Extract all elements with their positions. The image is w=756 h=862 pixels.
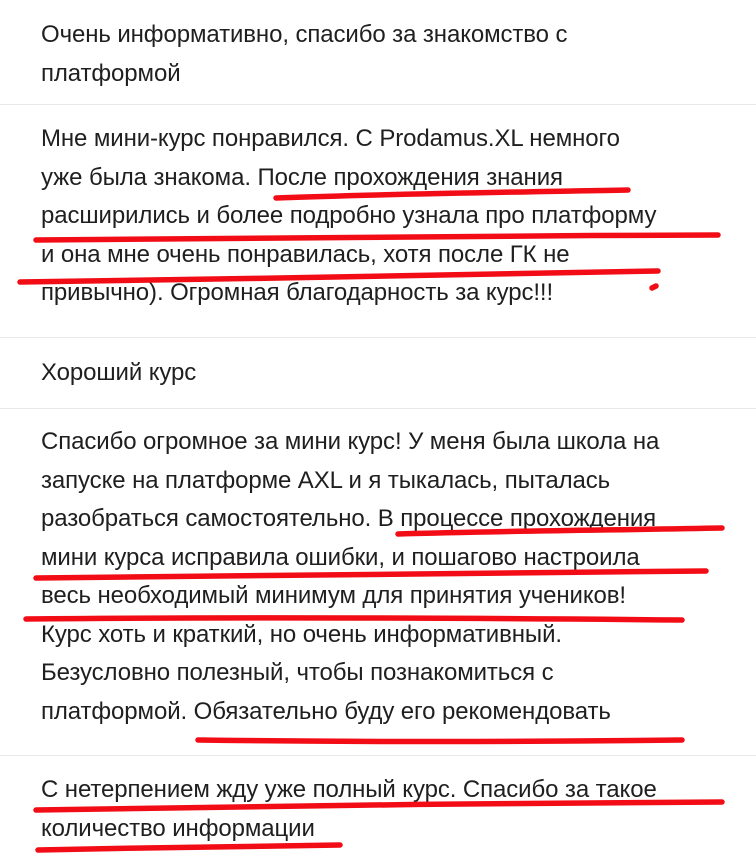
review-text: Мне мини-курс понравился. С Prodamus.XL немного уже была знакома. После прохождения знания расширились и более подробно узнала про платформу и она мне очень понравилась, хотя после ГК не привычно). Огромная благодарность за курс!!! (41, 125, 657, 306)
review-item (0, 409, 756, 756)
review-item (0, 756, 756, 862)
review-text: Хороший курс (41, 359, 197, 386)
review-text: С нетерпением жду уже полный курс. Спасибо за такое количество информации (41, 776, 657, 842)
review-item (0, 105, 756, 338)
review-item (0, 0, 756, 105)
review-item (0, 338, 756, 409)
review-text: Спасибо огромное за мини курс! У меня была школа на запуске на платформе AXL и я тыкалась, пыталась разобраться самостоятельно. В процессе прохождения мини курса исправила ошибки, и пошагово настроила весь необходимый минимум для принятия учеников! Курс хоть и краткий, но очень информативный. Безусловно полезный, чтобы познакомиться с платформой. Обязательно буду его рекомендовать (41, 428, 660, 725)
review-text: Очень информативно, спасибо за знакомство с платформой (41, 21, 568, 87)
